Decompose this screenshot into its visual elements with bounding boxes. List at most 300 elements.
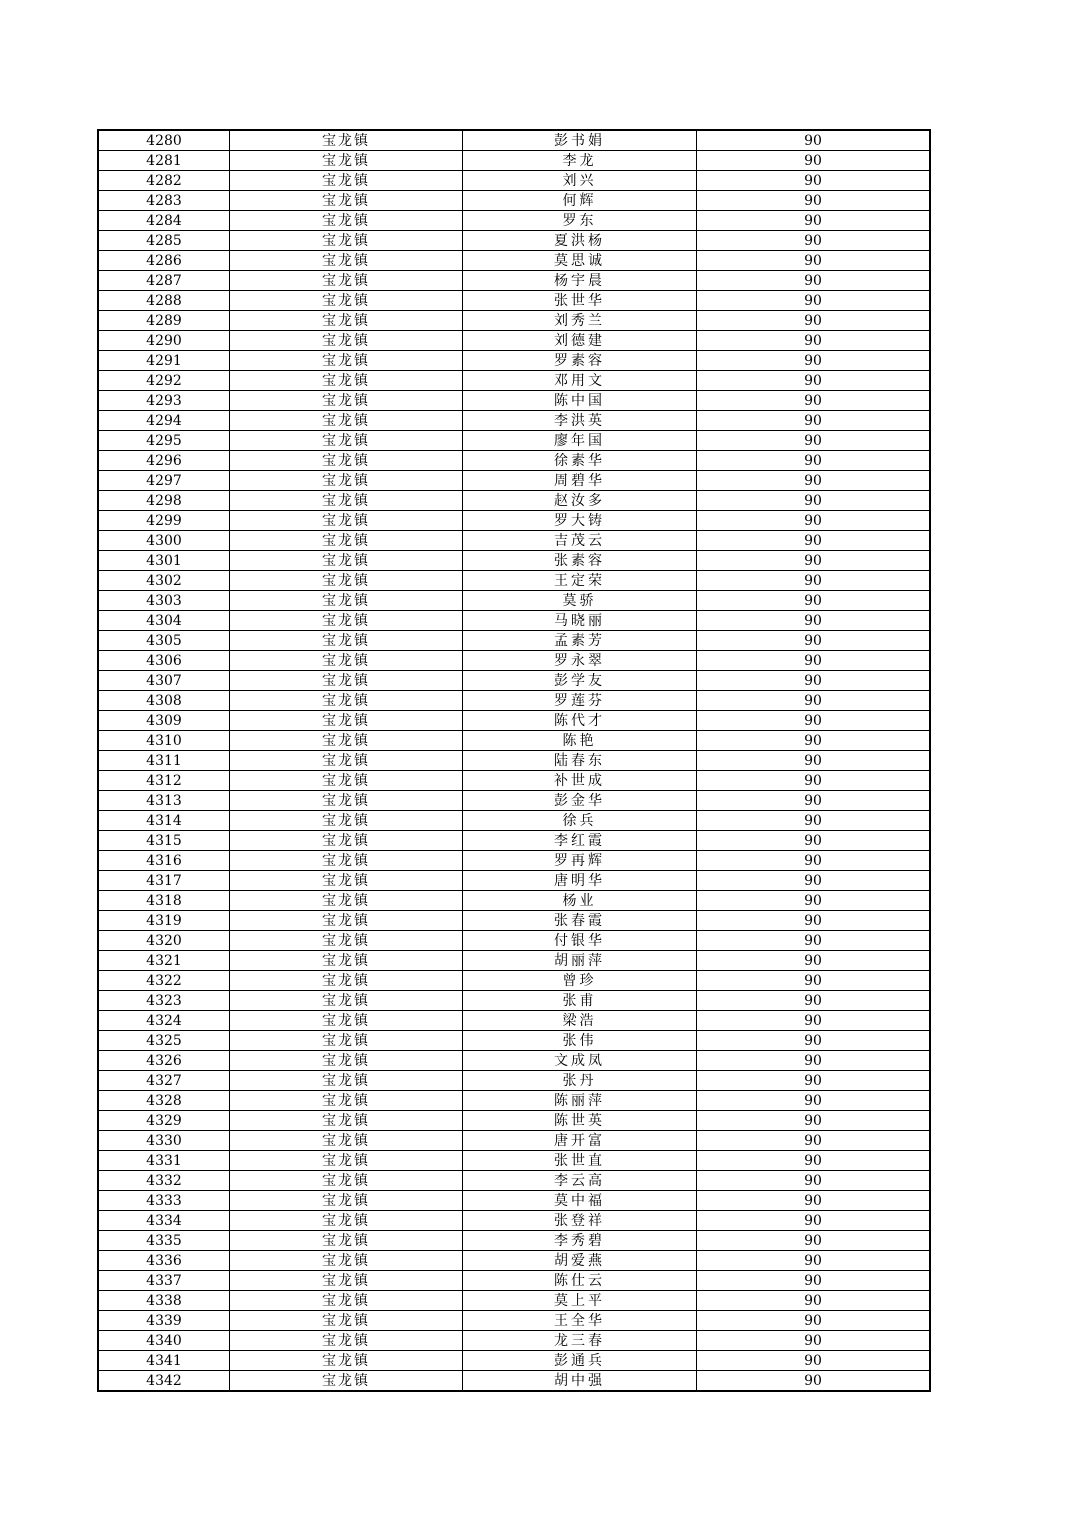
cell-town <box>230 711 463 731</box>
cell-amount: 90 <box>697 771 931 791</box>
cell-town-text: 宝龙镇 <box>322 1092 370 1109</box>
cell-name <box>463 531 697 551</box>
table-row <box>98 1211 930 1231</box>
cell-name <box>463 491 697 511</box>
table-row <box>98 891 930 911</box>
cell-name <box>463 211 697 231</box>
table-row <box>98 471 930 491</box>
table-row <box>98 671 930 691</box>
cell-name <box>463 191 697 211</box>
cell-town <box>230 331 463 351</box>
cell-name <box>463 671 697 691</box>
cell-town <box>230 831 463 851</box>
cell-name <box>463 1211 697 1231</box>
cell-town-text: 宝龙镇 <box>322 552 370 569</box>
cell-name <box>463 591 697 611</box>
cell-town-text: 宝龙镇 <box>322 332 370 349</box>
cell-name-text: 陈仕云 <box>554 1272 605 1289</box>
table-row <box>98 1191 930 1211</box>
cell-town-text: 宝龙镇 <box>322 752 370 769</box>
cell-amount: 90 <box>697 531 931 551</box>
cell-name-text: 补世成 <box>554 772 605 789</box>
cell-town <box>230 811 463 831</box>
cell-name <box>463 331 697 351</box>
cell-name-text: 廖年国 <box>554 432 605 449</box>
cell-name <box>463 931 697 951</box>
cell-town-text: 宝龙镇 <box>322 872 370 889</box>
cell-town <box>230 1131 463 1151</box>
cell-name-text: 胡中强 <box>554 1372 605 1389</box>
cell-town <box>230 931 463 951</box>
table-row <box>98 931 930 951</box>
cell-serial-number: 4293 <box>98 391 230 411</box>
table-row <box>98 531 930 551</box>
cell-name-text: 陆春东 <box>554 752 605 769</box>
cell-name-text: 孟素芳 <box>554 632 605 649</box>
cell-serial-number: 4287 <box>98 271 230 291</box>
cell-name <box>463 1251 697 1271</box>
cell-name-text: 张甫 <box>562 992 597 1009</box>
cell-name <box>463 1351 697 1371</box>
cell-town <box>230 1371 463 1392</box>
cell-name-text: 赵汝多 <box>554 492 605 509</box>
cell-town-text: 宝龙镇 <box>322 1272 370 1289</box>
cell-town-text: 宝龙镇 <box>322 672 370 689</box>
cell-name <box>463 130 697 151</box>
table-row <box>98 871 930 891</box>
table-row <box>98 571 930 591</box>
cell-town-text: 宝龙镇 <box>322 212 370 229</box>
table-row <box>98 1131 930 1151</box>
cell-serial-number: 4282 <box>98 171 230 191</box>
cell-name-text: 龙三春 <box>554 1332 605 1349</box>
cell-town-text: 宝龙镇 <box>322 852 370 869</box>
cell-serial-number: 4290 <box>98 331 230 351</box>
cell-town-text: 宝龙镇 <box>322 1072 370 1089</box>
cell-amount: 90 <box>697 691 931 711</box>
cell-amount: 90 <box>697 1371 931 1392</box>
cell-town <box>230 751 463 771</box>
cell-serial-number: 4320 <box>98 931 230 951</box>
cell-name <box>463 1271 697 1291</box>
cell-serial-number: 4307 <box>98 671 230 691</box>
table-row <box>98 271 930 291</box>
cell-town-text: 宝龙镇 <box>322 232 370 249</box>
cell-name-text: 徐兵 <box>562 812 597 829</box>
cell-name-text: 胡爱燕 <box>554 1252 605 1269</box>
cell-town-text: 宝龙镇 <box>322 1332 370 1349</box>
cell-amount: 90 <box>697 1071 931 1091</box>
table-row <box>98 491 930 511</box>
cell-serial-number: 4304 <box>98 611 230 631</box>
cell-name-text: 陈艳 <box>562 732 597 749</box>
cell-town <box>230 671 463 691</box>
table-row <box>98 211 930 231</box>
cell-town <box>230 551 463 571</box>
cell-amount: 90 <box>697 631 931 651</box>
cell-town-text: 宝龙镇 <box>322 532 370 549</box>
cell-town-text: 宝龙镇 <box>322 192 370 209</box>
cell-name <box>463 1371 697 1392</box>
cell-name <box>463 571 697 591</box>
table-row <box>98 1331 930 1351</box>
cell-town <box>230 791 463 811</box>
table-row <box>98 1271 930 1291</box>
cell-town <box>230 1151 463 1171</box>
cell-amount: 90 <box>697 951 931 971</box>
cell-serial-number: 4299 <box>98 511 230 531</box>
cell-town <box>230 1251 463 1271</box>
cell-amount: 90 <box>697 1011 931 1031</box>
cell-serial-number: 4285 <box>98 231 230 251</box>
cell-name-text: 张登祥 <box>554 1212 605 1229</box>
cell-serial-number: 4297 <box>98 471 230 491</box>
cell-name-text: 邓用文 <box>554 372 605 389</box>
cell-amount: 90 <box>697 391 931 411</box>
cell-name-text: 唐开富 <box>554 1132 605 1149</box>
cell-amount: 90 <box>697 891 931 911</box>
cell-serial-number: 4283 <box>98 191 230 211</box>
cell-name <box>463 1011 697 1031</box>
cell-name-text: 何辉 <box>562 192 597 209</box>
cell-town <box>230 1011 463 1031</box>
cell-town-text: 宝龙镇 <box>322 1232 370 1249</box>
cell-town <box>230 1091 463 1111</box>
cell-town-text: 宝龙镇 <box>322 632 370 649</box>
cell-amount: 90 <box>697 591 931 611</box>
cell-serial-number: 4280 <box>98 130 230 151</box>
cell-town <box>230 191 463 211</box>
cell-name-text: 李红霞 <box>554 832 605 849</box>
cell-serial-number: 4288 <box>98 291 230 311</box>
cell-town <box>230 411 463 431</box>
table-row <box>98 591 930 611</box>
cell-town-text: 宝龙镇 <box>322 272 370 289</box>
cell-amount: 90 <box>697 1311 931 1331</box>
cell-town-text: 宝龙镇 <box>322 612 370 629</box>
cell-serial-number: 4335 <box>98 1231 230 1251</box>
cell-town-text: 宝龙镇 <box>322 172 370 189</box>
cell-amount: 90 <box>697 551 931 571</box>
cell-serial-number: 4286 <box>98 251 230 271</box>
cell-amount: 90 <box>697 311 931 331</box>
table-row <box>98 731 930 751</box>
cell-town <box>230 871 463 891</box>
cell-amount: 90 <box>697 1031 931 1051</box>
cell-name-text: 胡丽萍 <box>554 952 605 969</box>
cell-name-text: 张素容 <box>554 552 605 569</box>
table-row <box>98 791 930 811</box>
table-row <box>98 771 930 791</box>
cell-amount: 90 <box>697 1271 931 1291</box>
cell-serial-number: 4312 <box>98 771 230 791</box>
cell-amount: 90 <box>697 831 931 851</box>
cell-amount: 90 <box>697 271 931 291</box>
cell-serial-number: 4338 <box>98 1291 230 1311</box>
cell-name-text: 罗再辉 <box>554 852 605 869</box>
cell-name <box>463 891 697 911</box>
cell-serial-number: 4292 <box>98 371 230 391</box>
cell-name-text: 彭金华 <box>554 792 605 809</box>
cell-serial-number: 4337 <box>98 1271 230 1291</box>
cell-town <box>230 291 463 311</box>
cell-town-text: 宝龙镇 <box>322 492 370 509</box>
cell-town <box>230 311 463 331</box>
cell-serial-number: 4294 <box>98 411 230 431</box>
cell-name <box>463 391 697 411</box>
cell-name-text: 张伟 <box>562 1032 597 1049</box>
cell-name-text: 彭学友 <box>554 672 605 689</box>
cell-amount: 90 <box>697 611 931 631</box>
cell-serial-number: 4301 <box>98 551 230 571</box>
cell-town <box>230 951 463 971</box>
cell-name-text: 李云高 <box>554 1172 605 1189</box>
cell-town-text: 宝龙镇 <box>322 1252 370 1269</box>
table-row <box>98 971 930 991</box>
cell-amount: 90 <box>697 130 931 151</box>
cell-name <box>463 791 697 811</box>
cell-town <box>230 731 463 751</box>
cell-name <box>463 411 697 431</box>
cell-name-text: 杨宇晨 <box>554 272 605 289</box>
cell-name-text: 徐素华 <box>554 452 605 469</box>
table-row <box>98 251 930 271</box>
cell-town-text: 宝龙镇 <box>322 1052 370 1069</box>
cell-amount: 90 <box>697 231 931 251</box>
cell-town <box>230 591 463 611</box>
cell-town <box>230 1191 463 1211</box>
table-row <box>98 1351 930 1371</box>
table-row <box>98 451 930 471</box>
cell-town <box>230 130 463 151</box>
cell-town <box>230 171 463 191</box>
cell-serial-number: 4325 <box>98 1031 230 1051</box>
table-row <box>98 1371 930 1392</box>
cell-amount: 90 <box>697 151 931 171</box>
cell-name-text: 刘兴 <box>562 172 597 189</box>
cell-name <box>463 911 697 931</box>
cell-serial-number: 4296 <box>98 451 230 471</box>
cell-name-text: 罗大铸 <box>554 512 605 529</box>
cell-name-text: 莫思诚 <box>554 252 605 269</box>
cell-name <box>463 851 697 871</box>
cell-amount: 90 <box>697 1111 931 1131</box>
cell-serial-number: 4298 <box>98 491 230 511</box>
cell-serial-number: 4291 <box>98 351 230 371</box>
data-table <box>97 129 931 1392</box>
cell-town <box>230 771 463 791</box>
cell-serial-number: 4306 <box>98 651 230 671</box>
table-row <box>98 911 930 931</box>
cell-name <box>463 251 697 271</box>
table-row <box>98 711 930 731</box>
table-row <box>98 551 930 571</box>
cell-name-text: 张世华 <box>554 292 605 309</box>
table-row <box>98 191 930 211</box>
cell-serial-number: 4336 <box>98 1251 230 1271</box>
cell-amount: 90 <box>697 291 931 311</box>
table-row <box>98 991 930 1011</box>
cell-serial-number: 4342 <box>98 1371 230 1392</box>
cell-town-text: 宝龙镇 <box>322 1012 370 1029</box>
cell-amount: 90 <box>697 571 931 591</box>
table-row <box>98 1231 930 1251</box>
cell-amount: 90 <box>697 991 931 1011</box>
cell-serial-number: 4305 <box>98 631 230 651</box>
cell-name-text: 王全华 <box>554 1312 605 1329</box>
cell-serial-number: 4319 <box>98 911 230 931</box>
cell-name <box>463 1151 697 1171</box>
cell-name <box>463 831 697 851</box>
cell-town-text: 宝龙镇 <box>322 772 370 789</box>
cell-name <box>463 1111 697 1131</box>
cell-town <box>230 1051 463 1071</box>
table-row <box>98 611 930 631</box>
table-row <box>98 411 930 431</box>
cell-name-text: 陈代才 <box>554 712 605 729</box>
cell-amount: 90 <box>697 811 931 831</box>
cell-name-text: 夏洪杨 <box>554 232 605 249</box>
cell-amount: 90 <box>697 871 931 891</box>
table-row <box>98 130 930 151</box>
cell-name-text: 罗东 <box>562 212 597 229</box>
cell-serial-number: 4341 <box>98 1351 230 1371</box>
cell-serial-number: 4334 <box>98 1211 230 1231</box>
cell-name <box>463 1311 697 1331</box>
cell-town-text: 宝龙镇 <box>322 412 370 429</box>
table-row <box>98 151 930 171</box>
cell-town <box>230 1211 463 1231</box>
cell-serial-number: 4327 <box>98 1071 230 1091</box>
cell-name <box>463 1031 697 1051</box>
cell-town-text: 宝龙镇 <box>322 512 370 529</box>
table-row <box>98 951 930 971</box>
cell-town <box>230 231 463 251</box>
cell-town <box>230 651 463 671</box>
cell-amount: 90 <box>697 251 931 271</box>
cell-name <box>463 751 697 771</box>
cell-name <box>463 1171 697 1191</box>
cell-town-text: 宝龙镇 <box>322 812 370 829</box>
cell-name <box>463 151 697 171</box>
cell-serial-number: 4321 <box>98 951 230 971</box>
cell-town-text: 宝龙镇 <box>322 1152 370 1169</box>
cell-name-text: 唐明华 <box>554 872 605 889</box>
cell-town <box>230 531 463 551</box>
cell-name-text: 罗莲芬 <box>554 692 605 709</box>
table-row <box>98 651 930 671</box>
cell-town <box>230 611 463 631</box>
table-row <box>98 1171 930 1191</box>
cell-serial-number: 4318 <box>98 891 230 911</box>
table-row <box>98 511 930 531</box>
cell-town-text: 宝龙镇 <box>322 1372 370 1389</box>
cell-amount: 90 <box>697 1211 931 1231</box>
cell-town <box>230 851 463 871</box>
cell-town-text: 宝龙镇 <box>322 1132 370 1149</box>
cell-serial-number: 4331 <box>98 1151 230 1171</box>
cell-town-text: 宝龙镇 <box>322 392 370 409</box>
cell-serial-number: 4332 <box>98 1171 230 1191</box>
cell-serial-number: 4323 <box>98 991 230 1011</box>
cell-serial-number: 4300 <box>98 531 230 551</box>
cell-town <box>230 1031 463 1051</box>
table-row <box>98 431 930 451</box>
cell-name <box>463 1131 697 1151</box>
cell-amount: 90 <box>697 1331 931 1351</box>
table-row <box>98 811 930 831</box>
cell-town-text: 宝龙镇 <box>322 1192 370 1209</box>
cell-name <box>463 1231 697 1251</box>
cell-serial-number: 4313 <box>98 791 230 811</box>
cell-name <box>463 771 697 791</box>
cell-town-text: 宝龙镇 <box>322 292 370 309</box>
table-row <box>98 351 930 371</box>
table-row <box>98 231 930 251</box>
table-row <box>98 331 930 351</box>
cell-town <box>230 511 463 531</box>
cell-amount: 90 <box>697 931 931 951</box>
cell-serial-number: 4303 <box>98 591 230 611</box>
cell-serial-number: 4328 <box>98 1091 230 1111</box>
cell-name-text: 吉茂云 <box>554 532 605 549</box>
cell-serial-number: 4311 <box>98 751 230 771</box>
cell-town <box>230 1111 463 1131</box>
table-row <box>98 1011 930 1031</box>
cell-name-text: 彭书娟 <box>554 132 605 149</box>
cell-town-text: 宝龙镇 <box>322 472 370 489</box>
cell-name <box>463 231 697 251</box>
table-row <box>98 1111 930 1131</box>
cell-town-text: 宝龙镇 <box>322 792 370 809</box>
cell-name-text: 刘秀兰 <box>554 312 605 329</box>
cell-name <box>463 1291 697 1311</box>
cell-town-text: 宝龙镇 <box>322 372 370 389</box>
cell-town <box>230 571 463 591</box>
cell-name <box>463 711 697 731</box>
cell-amount: 90 <box>697 431 931 451</box>
table-row <box>98 631 930 651</box>
cell-name <box>463 511 697 531</box>
cell-town <box>230 431 463 451</box>
cell-name-text: 陈中国 <box>554 392 605 409</box>
cell-name-text: 马晓丽 <box>554 612 605 629</box>
cell-name-text: 张春霞 <box>554 912 605 929</box>
cell-town <box>230 991 463 1011</box>
cell-town <box>230 151 463 171</box>
table-row <box>98 1151 930 1171</box>
cell-town-text: 宝龙镇 <box>322 1112 370 1129</box>
cell-amount: 90 <box>697 651 931 671</box>
table-row <box>98 391 930 411</box>
cell-serial-number: 4340 <box>98 1331 230 1351</box>
cell-name-text: 曾珍 <box>562 972 597 989</box>
cell-name <box>463 1331 697 1351</box>
cell-amount: 90 <box>697 1231 931 1251</box>
cell-town-text: 宝龙镇 <box>322 732 370 749</box>
cell-amount: 90 <box>697 851 931 871</box>
cell-amount: 90 <box>697 1051 931 1071</box>
table-row <box>98 1091 930 1111</box>
cell-serial-number: 4308 <box>98 691 230 711</box>
cell-town <box>230 631 463 651</box>
table-row <box>98 831 930 851</box>
cell-name-text: 文成凤 <box>554 1052 605 1069</box>
cell-amount: 90 <box>697 751 931 771</box>
cell-amount: 90 <box>697 1251 931 1271</box>
cell-name <box>463 171 697 191</box>
cell-amount: 90 <box>697 171 931 191</box>
